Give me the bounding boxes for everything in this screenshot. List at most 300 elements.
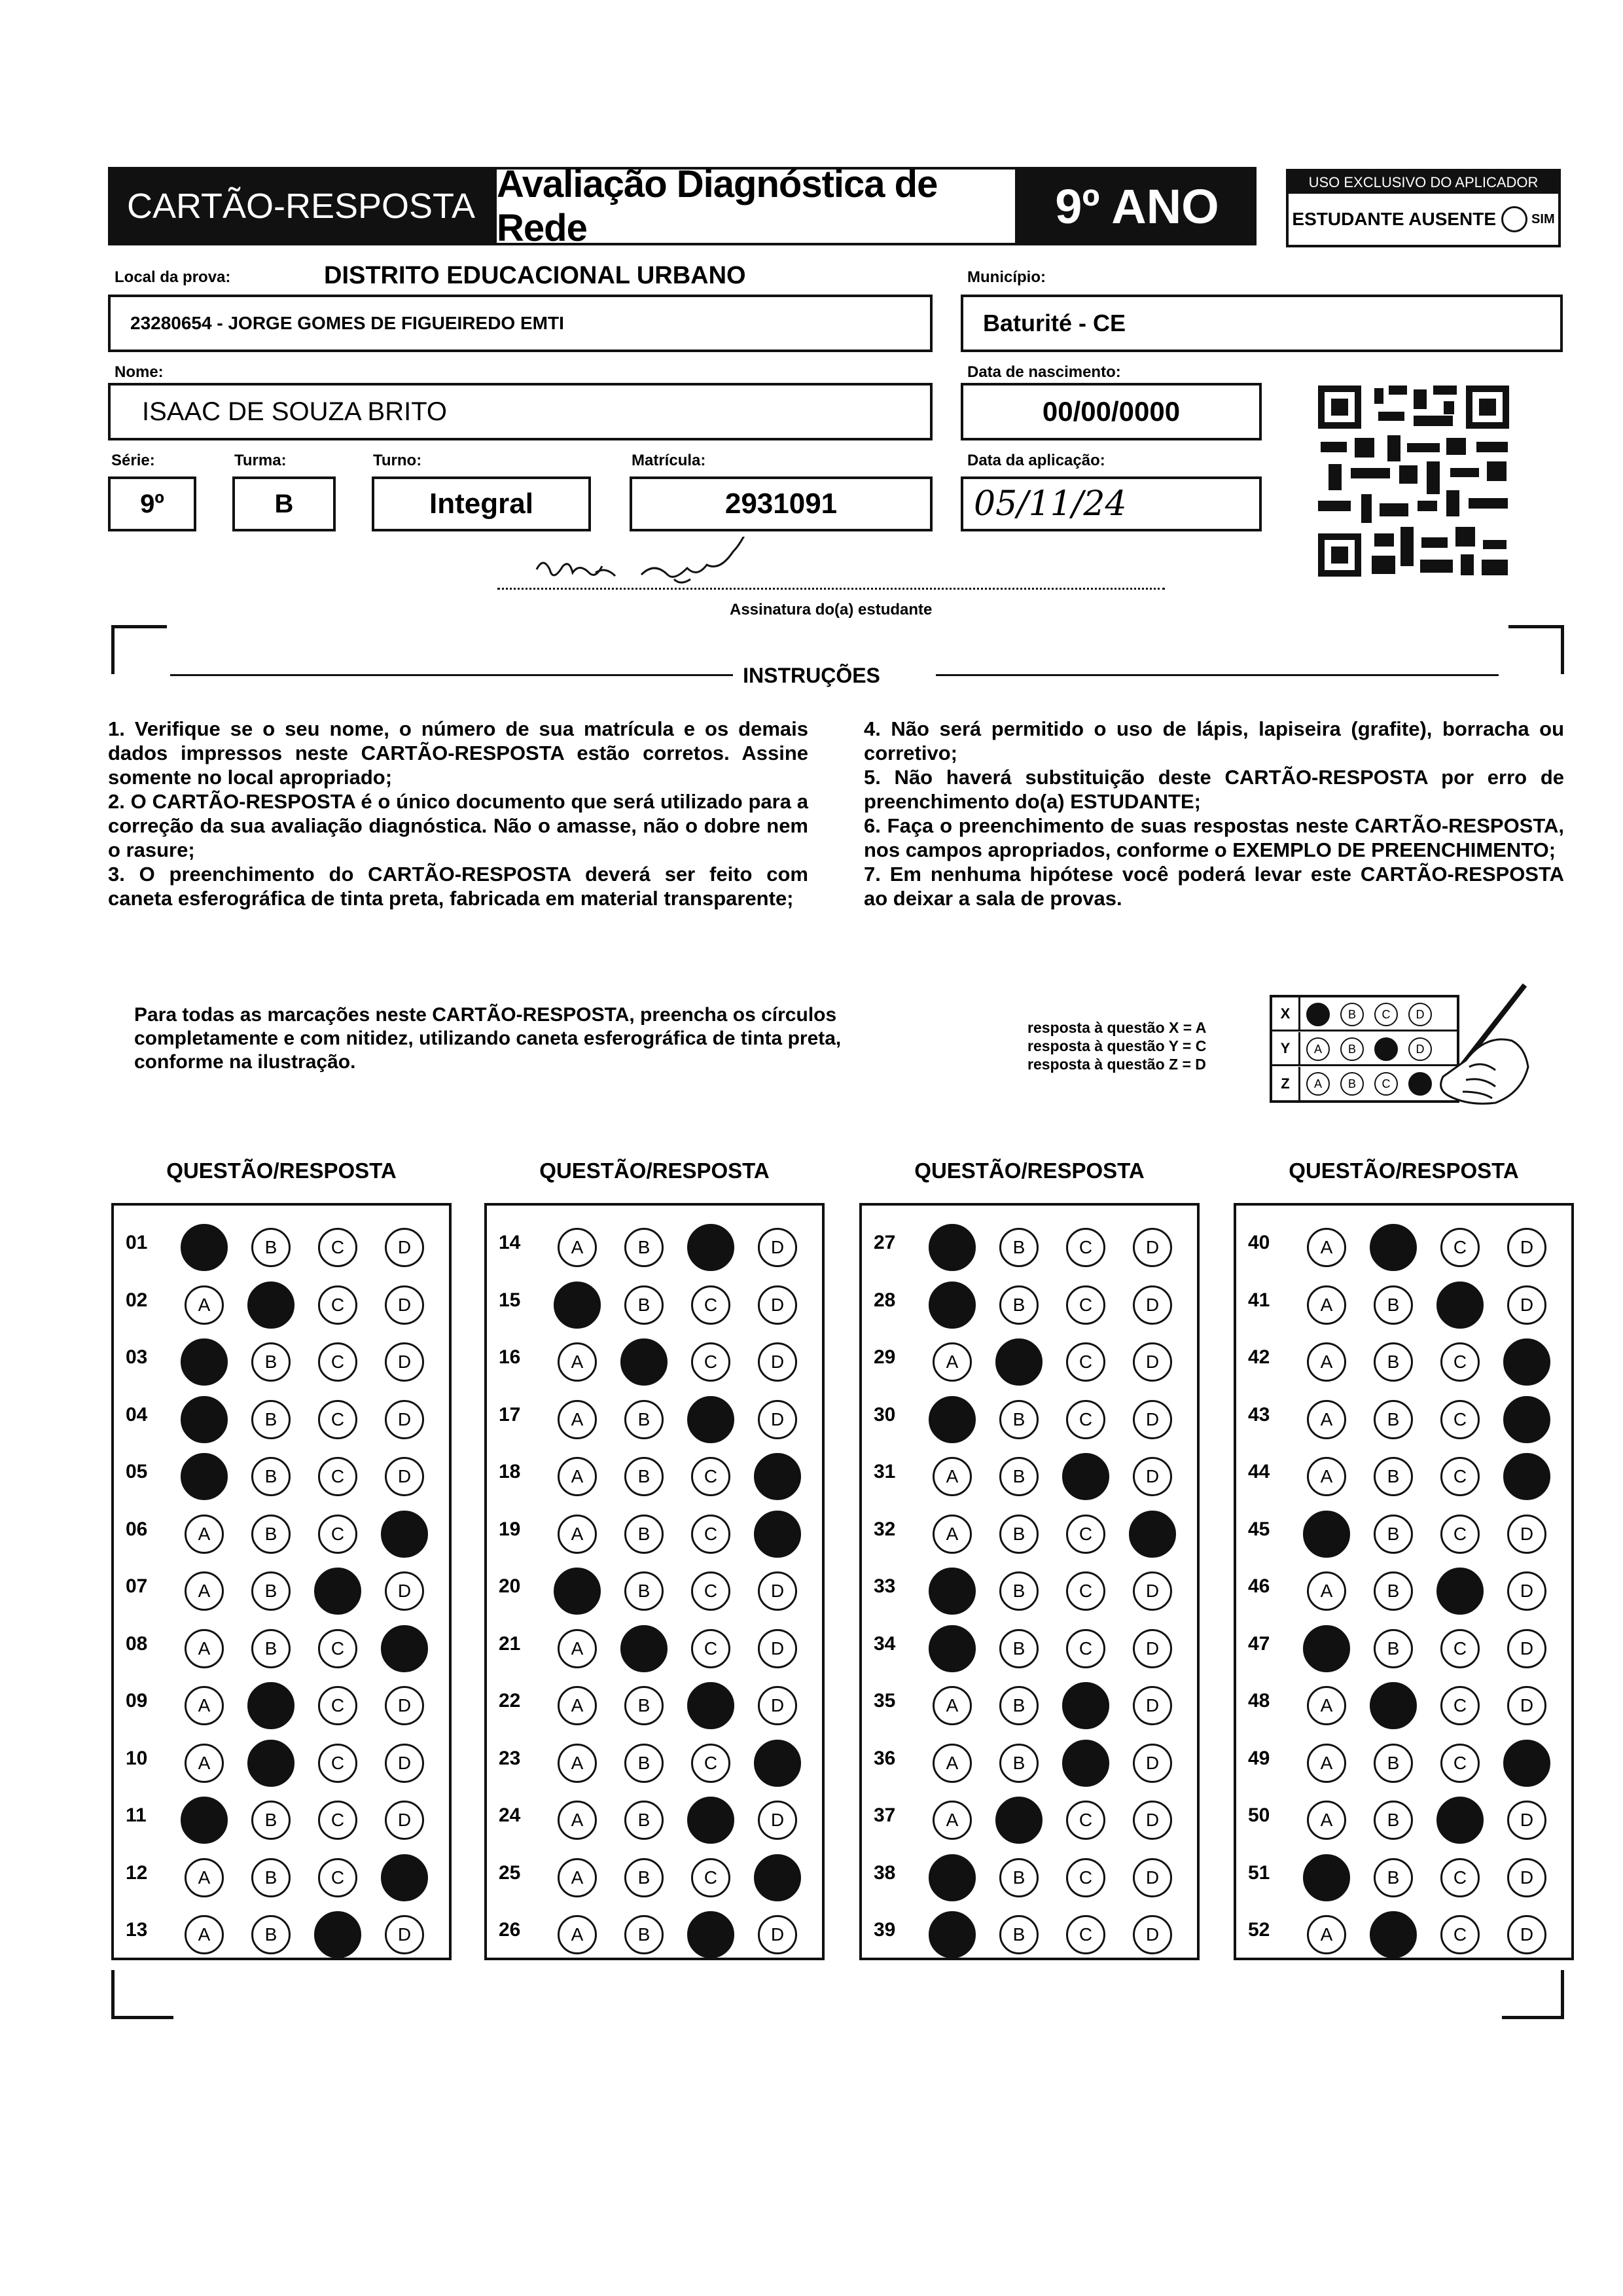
question-number: 04: [126, 1403, 148, 1426]
answer-bubble-d[interactable]: [754, 1854, 801, 1901]
answer-bubble-a[interactable]: [929, 1224, 976, 1271]
answer-bubble-b[interactable]: B: [1374, 1342, 1413, 1382]
answer-bubble-a[interactable]: A: [558, 1515, 597, 1554]
answer-bubble-c[interactable]: [687, 1682, 734, 1729]
answer-bubble-a[interactable]: A: [185, 1285, 224, 1325]
answer-bubble-b[interactable]: B: [624, 1915, 664, 1954]
answer-bubble-c[interactable]: C: [691, 1457, 730, 1496]
answer-bubble-c[interactable]: [314, 1911, 361, 1958]
answer-bubble-c[interactable]: C: [691, 1342, 730, 1382]
answer-bubble-b[interactable]: B: [624, 1686, 664, 1725]
answer-bubble-b[interactable]: B: [251, 1457, 291, 1496]
answer-bubble-a[interactable]: [181, 1338, 228, 1386]
question-number: 11: [126, 1804, 147, 1826]
answer-bubble-d[interactable]: D: [758, 1400, 797, 1439]
answer-bubble-b[interactable]: B: [999, 1400, 1039, 1439]
answer-bubble-a[interactable]: [929, 1854, 976, 1901]
example-option-c: [1374, 1037, 1398, 1061]
answer-bubble-c[interactable]: [314, 1568, 361, 1615]
answer-bubble-d[interactable]: D: [1133, 1801, 1172, 1840]
question-number: 41: [1248, 1289, 1270, 1311]
answer-bubble-d[interactable]: D: [1133, 1400, 1172, 1439]
answer-bubble-c[interactable]: C: [691, 1629, 730, 1668]
question-row: [1236, 1790, 1571, 1842]
answer-bubble-a[interactable]: [929, 1911, 976, 1958]
answer-bubble-a[interactable]: A: [558, 1744, 597, 1783]
answer-bubble-c[interactable]: C: [318, 1686, 357, 1725]
answer-column-title: QUESTÃO/RESPOSTA: [166, 1158, 397, 1183]
hand-pen-icon: [1420, 982, 1531, 1106]
instructions-title: INSTRUÇÕES: [743, 664, 880, 687]
answer-bubble-c[interactable]: [687, 1224, 734, 1271]
answer-bubble-a[interactable]: A: [1307, 1228, 1346, 1267]
answer-bubble-d[interactable]: D: [758, 1915, 797, 1954]
answer-bubble-d[interactable]: D: [758, 1686, 797, 1725]
question-number: 47: [1248, 1632, 1270, 1655]
answer-bubble-b[interactable]: B: [251, 1571, 291, 1611]
answer-bubble-a[interactable]: [1303, 1625, 1350, 1672]
answer-bubble-b[interactable]: B: [999, 1285, 1039, 1325]
question-row: [487, 1217, 822, 1270]
answer-bubble-b[interactable]: B: [624, 1801, 664, 1840]
answer-bubble-b[interactable]: B: [999, 1686, 1039, 1725]
answer-bubble-d[interactable]: [754, 1740, 801, 1787]
answer-bubble-a[interactable]: A: [185, 1915, 224, 1954]
answer-bubble-b[interactable]: B: [251, 1629, 291, 1668]
question-number: 09: [126, 1690, 148, 1712]
answer-bubble-d[interactable]: [1503, 1338, 1550, 1386]
question-row: [487, 1561, 822, 1613]
answer-bubble-b[interactable]: B: [1374, 1744, 1413, 1783]
answer-bubble-d[interactable]: D: [758, 1629, 797, 1668]
answer-bubble-b[interactable]: B: [999, 1629, 1039, 1668]
answer-bubble-c[interactable]: C: [691, 1858, 730, 1897]
answer-bubble-c[interactable]: C: [1440, 1629, 1480, 1668]
answer-bubble-b[interactable]: B: [251, 1228, 291, 1267]
answer-bubble-a[interactable]: A: [185, 1744, 224, 1783]
answer-bubble-b[interactable]: B: [624, 1228, 664, 1267]
instruction-item: 3. O preenchimento do CARTÃO-RESPOSTA deverá ser feito com caneta esferográfica de tinta preta, fabricada em material transparente;: [108, 863, 808, 910]
absent-checkbox[interactable]: [1501, 206, 1527, 232]
answer-bubble-d[interactable]: D: [758, 1228, 797, 1267]
answer-bubble-a[interactable]: A: [1307, 1744, 1346, 1783]
answer-bubble-c[interactable]: C: [1066, 1858, 1105, 1897]
answer-bubble-b[interactable]: B: [1374, 1400, 1413, 1439]
answer-bubble-d[interactable]: D: [1133, 1915, 1172, 1954]
question-row: [114, 1848, 449, 1900]
answer-bubble-d[interactable]: D: [758, 1801, 797, 1840]
answer-bubble-a[interactable]: [929, 1282, 976, 1329]
answer-bubble-b[interactable]: B: [624, 1285, 664, 1325]
answer-bubble-d[interactable]: D: [385, 1342, 424, 1382]
answer-bubble-b[interactable]: B: [999, 1915, 1039, 1954]
question-number: 37: [874, 1804, 896, 1826]
answer-bubble-d[interactable]: [1129, 1511, 1176, 1558]
answer-bubble-b[interactable]: B: [1374, 1571, 1413, 1611]
answer-bubble-c[interactable]: C: [1066, 1285, 1105, 1325]
question-row: [862, 1619, 1197, 1671]
answer-bubble-a[interactable]: [181, 1396, 228, 1443]
answer-bubble-d[interactable]: D: [385, 1228, 424, 1267]
answer-bubble-d[interactable]: D: [385, 1686, 424, 1725]
answer-bubble-a[interactable]: A: [933, 1686, 972, 1725]
question-number: 01: [126, 1232, 148, 1253]
answer-bubble-c[interactable]: [687, 1396, 734, 1443]
question-row: [487, 1446, 822, 1499]
answer-bubble-d[interactable]: D: [1133, 1571, 1172, 1611]
question-number: 52: [1248, 1919, 1270, 1941]
answer-column-title: QUESTÃO/RESPOSTA: [1289, 1158, 1519, 1183]
question-number: 03: [126, 1346, 148, 1368]
answer-bubble-c[interactable]: C: [1066, 1515, 1105, 1554]
answer-bubble-a[interactable]: [181, 1224, 228, 1271]
turno-field: Integral: [372, 476, 591, 531]
question-row: [487, 1676, 822, 1728]
answer-bubble-d[interactable]: D: [1507, 1858, 1546, 1897]
example-row-letter: Z: [1272, 1067, 1300, 1101]
answer-bubble-c[interactable]: C: [318, 1457, 357, 1496]
answer-bubble-b[interactable]: [1370, 1911, 1417, 1958]
question-number: 06: [126, 1518, 148, 1540]
answer-column: [1234, 1203, 1574, 1960]
answer-bubble-c[interactable]: C: [318, 1515, 357, 1554]
question-row: [114, 1446, 449, 1499]
answer-bubble-c[interactable]: C: [1440, 1457, 1480, 1496]
question-row: [1236, 1390, 1571, 1442]
answer-bubble-d[interactable]: D: [1133, 1285, 1172, 1325]
answer-bubble-c[interactable]: C: [1066, 1801, 1105, 1840]
answer-bubble-d[interactable]: D: [1133, 1629, 1172, 1668]
turma-label: Turma:: [234, 452, 287, 469]
nascimento-label: Data de nascimento:: [967, 363, 1121, 381]
answer-bubble-d[interactable]: D: [1133, 1342, 1172, 1382]
answer-bubble-a[interactable]: A: [558, 1629, 597, 1668]
answer-bubble-a[interactable]: [1303, 1854, 1350, 1901]
answer-bubble-d[interactable]: [754, 1453, 801, 1500]
answer-bubble-a[interactable]: A: [558, 1228, 597, 1267]
answer-bubble-a[interactable]: A: [933, 1515, 972, 1554]
question-row: [1236, 1561, 1571, 1613]
answer-bubble-b[interactable]: B: [624, 1400, 664, 1439]
answer-bubble-d[interactable]: [1503, 1396, 1550, 1443]
answer-bubble-b[interactable]: B: [999, 1744, 1039, 1783]
example-option-b: B: [1340, 1072, 1364, 1096]
instruction-item: 4. Não será permitido o uso de lápis, lapiseira (grafite), borracha ou corretivo;: [864, 717, 1564, 764]
instructions-left: [108, 717, 808, 910]
answer-bubble-a[interactable]: A: [1307, 1571, 1346, 1611]
answer-bubble-a[interactable]: [929, 1396, 976, 1443]
answer-bubble-a[interactable]: A: [185, 1571, 224, 1611]
question-row: [862, 1905, 1197, 1957]
answer-bubble-b[interactable]: [1370, 1682, 1417, 1729]
answer-bubble-b[interactable]: B: [999, 1228, 1039, 1267]
answer-bubble-a[interactable]: A: [558, 1686, 597, 1725]
instruction-item: 6. Faça o preenchimento de suas respostas neste CARTÃO-RESPOSTA, nos campos apropriados, conforme o EXEMPLO DE PREENCHIMENTO;: [864, 814, 1564, 861]
answer-bubble-c[interactable]: C: [1066, 1915, 1105, 1954]
answer-bubble-d[interactable]: [381, 1854, 428, 1901]
example-option-d: D: [1408, 1037, 1432, 1061]
example-legend-item: resposta à questão Z = D: [1027, 1056, 1206, 1073]
answer-bubble-d[interactable]: D: [1133, 1457, 1172, 1496]
answer-bubble-a[interactable]: A: [558, 1342, 597, 1382]
answer-bubble-b[interactable]: B: [251, 1400, 291, 1439]
answer-bubble-d[interactable]: D: [758, 1285, 797, 1325]
answer-bubble-c[interactable]: C: [1440, 1915, 1480, 1954]
answer-bubble-a[interactable]: A: [1307, 1400, 1346, 1439]
answer-bubble-a[interactable]: [929, 1625, 976, 1672]
answer-bubble-d[interactable]: [1503, 1453, 1550, 1500]
answer-bubble-d[interactable]: D: [758, 1571, 797, 1611]
answer-bubble-c[interactable]: [1062, 1682, 1109, 1729]
instructions-right: [864, 717, 1564, 910]
answer-column: [859, 1203, 1200, 1960]
question-row: [1236, 1446, 1571, 1499]
signature-label: Assinatura do(a) estudante: [730, 601, 933, 619]
answer-bubble-b[interactable]: B: [624, 1515, 664, 1554]
answer-bubble-d[interactable]: D: [1507, 1629, 1546, 1668]
answer-bubble-b[interactable]: B: [624, 1571, 664, 1611]
question-row: [1236, 1905, 1571, 1957]
instruction-item: 1. Verifique se o seu nome, o número de sua matrícula e os demais dados impressos neste CARTÃO-RESPOSTA estão corretos. Assine somente no local apropriado;: [108, 717, 808, 789]
answer-bubble-d[interactable]: [1503, 1740, 1550, 1787]
example-row-letter: X: [1272, 997, 1300, 1030]
answer-bubble-b[interactable]: B: [251, 1515, 291, 1554]
answer-bubble-b[interactable]: B: [624, 1744, 664, 1783]
answer-bubble-c[interactable]: [687, 1911, 734, 1958]
example-option-c: C: [1374, 1072, 1398, 1096]
answer-bubble-d[interactable]: D: [1133, 1228, 1172, 1267]
question-number: 21: [499, 1632, 521, 1655]
answer-bubble-a[interactable]: A: [558, 1457, 597, 1496]
answer-bubble-c[interactable]: C: [691, 1571, 730, 1611]
answer-bubble-b[interactable]: [247, 1740, 294, 1787]
answer-bubble-b[interactable]: B: [251, 1342, 291, 1382]
question-number: 45: [1248, 1518, 1270, 1540]
signature-graphic: [497, 537, 877, 596]
question-row: [1236, 1504, 1571, 1556]
answer-bubble-d[interactable]: D: [1507, 1801, 1546, 1840]
answer-bubble-d[interactable]: D: [385, 1457, 424, 1496]
question-row: [862, 1446, 1197, 1499]
aplicacao-label: Data da aplicação:: [967, 452, 1105, 469]
answer-bubble-b[interactable]: B: [1374, 1629, 1413, 1668]
answer-bubble-b[interactable]: B: [1374, 1858, 1413, 1897]
answer-bubble-a[interactable]: A: [1307, 1285, 1346, 1325]
answer-bubble-c[interactable]: C: [1440, 1515, 1480, 1554]
example-row-letter: Y: [1272, 1032, 1300, 1064]
answer-bubble-b[interactable]: [1370, 1224, 1417, 1271]
applicator-label: USO EXCLUSIVO DO APLICADOR: [1289, 171, 1558, 194]
matricula-field: 2931091: [630, 476, 933, 531]
answer-bubble-b[interactable]: [620, 1625, 668, 1672]
answer-bubble-c[interactable]: C: [318, 1285, 357, 1325]
question-number: 28: [874, 1289, 896, 1311]
question-row: [862, 1504, 1197, 1556]
question-row: [114, 1733, 449, 1785]
answer-bubble-d[interactable]: D: [1507, 1915, 1546, 1954]
question-number: 14: [499, 1232, 521, 1253]
answer-bubble-c[interactable]: C: [318, 1801, 357, 1840]
answer-bubble-a[interactable]: A: [185, 1686, 224, 1725]
answer-bubble-c[interactable]: C: [691, 1285, 730, 1325]
example-option-a: [1306, 1003, 1330, 1026]
answer-bubble-a[interactable]: A: [1307, 1801, 1346, 1840]
question-number: 51: [1248, 1861, 1270, 1884]
answer-bubble-a[interactable]: A: [933, 1457, 972, 1496]
exam-title: Avaliação Diagnóstica de Rede: [494, 167, 1018, 245]
answer-bubble-c[interactable]: C: [318, 1400, 357, 1439]
answer-bubble-d[interactable]: D: [385, 1915, 424, 1954]
answer-bubble-c[interactable]: [1436, 1568, 1484, 1615]
answer-bubble-b[interactable]: B: [1374, 1515, 1413, 1554]
question-row: [487, 1733, 822, 1785]
answer-bubble-a[interactable]: [929, 1568, 976, 1615]
question-row: [114, 1905, 449, 1957]
answer-bubble-a[interactable]: [1303, 1511, 1350, 1558]
answer-bubble-c[interactable]: C: [318, 1858, 357, 1897]
answer-bubble-b[interactable]: [247, 1682, 294, 1729]
answer-bubble-b[interactable]: B: [1374, 1801, 1413, 1840]
answer-bubble-d[interactable]: D: [385, 1285, 424, 1325]
answer-bubble-a[interactable]: A: [185, 1629, 224, 1668]
answer-bubble-d[interactable]: D: [1507, 1515, 1546, 1554]
answer-bubble-d[interactable]: D: [1507, 1228, 1546, 1267]
answer-bubble-c[interactable]: C: [691, 1744, 730, 1783]
answer-bubble-a[interactable]: A: [185, 1515, 224, 1554]
answer-bubble-d[interactable]: [381, 1511, 428, 1558]
answer-bubble-a[interactable]: A: [558, 1858, 597, 1897]
example-legend: [1027, 1018, 1206, 1073]
answer-bubble-d[interactable]: D: [1133, 1858, 1172, 1897]
answer-bubble-c[interactable]: C: [318, 1744, 357, 1783]
answer-bubble-c[interactable]: C: [318, 1629, 357, 1668]
answer-bubble-a[interactable]: A: [933, 1342, 972, 1382]
example-option-a: A: [1306, 1072, 1330, 1096]
answer-bubble-c[interactable]: [1436, 1282, 1484, 1329]
question-number: 35: [874, 1690, 896, 1712]
answer-bubble-a[interactable]: A: [558, 1801, 597, 1840]
answer-bubble-a[interactable]: A: [185, 1858, 224, 1897]
example-option-b: B: [1340, 1037, 1364, 1061]
answer-bubble-a[interactable]: A: [1307, 1457, 1346, 1496]
answer-bubble-d[interactable]: [381, 1625, 428, 1672]
answer-bubble-b[interactable]: B: [999, 1457, 1039, 1496]
answer-bubble-b[interactable]: [995, 1797, 1043, 1844]
answer-bubble-c[interactable]: [1062, 1740, 1109, 1787]
answer-bubble-d[interactable]: D: [1507, 1571, 1546, 1611]
answer-bubble-b[interactable]: B: [624, 1858, 664, 1897]
question-number: 12: [126, 1861, 148, 1884]
answer-bubble-a[interactable]: A: [558, 1915, 597, 1954]
answer-bubble-b[interactable]: [620, 1338, 668, 1386]
answer-bubble-c[interactable]: C: [1440, 1228, 1480, 1267]
question-number: 19: [499, 1518, 521, 1540]
turno-label: Turno:: [373, 452, 422, 469]
question-row: [114, 1790, 449, 1842]
answer-bubble-b[interactable]: B: [251, 1915, 291, 1954]
answer-bubble-c[interactable]: [1062, 1453, 1109, 1500]
header-bar: [108, 163, 1257, 249]
question-number: 38: [874, 1861, 896, 1884]
answer-bubble-c[interactable]: C: [1066, 1342, 1105, 1382]
answer-bubble-c[interactable]: C: [1066, 1571, 1105, 1611]
question-row: [114, 1504, 449, 1556]
answer-bubble-a[interactable]: A: [933, 1801, 972, 1840]
qr-code: [1315, 383, 1512, 579]
question-number: 39: [874, 1919, 896, 1941]
question-number: 30: [874, 1403, 896, 1426]
answer-column-title: QUESTÃO/RESPOSTA: [539, 1158, 770, 1183]
answer-bubble-a[interactable]: [181, 1797, 228, 1844]
answer-bubble-d[interactable]: D: [385, 1571, 424, 1611]
answer-bubble-d[interactable]: D: [1507, 1686, 1546, 1725]
answer-bubble-d[interactable]: D: [385, 1400, 424, 1439]
answer-bubble-c[interactable]: [687, 1797, 734, 1844]
answer-bubble-a[interactable]: A: [1307, 1915, 1346, 1954]
answer-bubble-c[interactable]: [1436, 1797, 1484, 1844]
answer-bubble-b[interactable]: B: [999, 1858, 1039, 1897]
answer-bubble-c[interactable]: C: [1440, 1686, 1480, 1725]
answer-bubble-b[interactable]: B: [251, 1858, 291, 1897]
answer-bubble-d[interactable]: D: [758, 1342, 797, 1382]
answer-bubble-d[interactable]: D: [1133, 1686, 1172, 1725]
answer-bubble-a[interactable]: A: [1307, 1686, 1346, 1725]
answer-bubble-b[interactable]: B: [999, 1571, 1039, 1611]
local-label: Local da prova:: [115, 268, 231, 286]
answer-bubble-c[interactable]: C: [1066, 1629, 1105, 1668]
question-number: 18: [499, 1461, 521, 1482]
answer-bubble-b[interactable]: [247, 1282, 294, 1329]
question-row: [1236, 1733, 1571, 1785]
answer-bubble-b[interactable]: B: [1374, 1285, 1413, 1325]
answer-bubble-a[interactable]: A: [558, 1400, 597, 1439]
answer-bubble-c[interactable]: C: [691, 1515, 730, 1554]
question-row: [1236, 1676, 1571, 1728]
answer-bubble-d[interactable]: D: [1507, 1285, 1546, 1325]
answer-bubble-a[interactable]: A: [1307, 1342, 1346, 1382]
answer-bubble-a[interactable]: [181, 1453, 228, 1500]
answer-bubble-b[interactable]: [995, 1338, 1043, 1386]
answer-bubble-d[interactable]: D: [1133, 1744, 1172, 1783]
answer-bubble-c[interactable]: C: [1066, 1400, 1105, 1439]
answer-bubble-a[interactable]: [554, 1568, 601, 1615]
answer-bubble-b[interactable]: B: [624, 1457, 664, 1496]
question-row: [114, 1561, 449, 1613]
question-number: 22: [499, 1690, 521, 1712]
answer-bubble-d[interactable]: [754, 1511, 801, 1558]
example-option-c: C: [1374, 1003, 1398, 1026]
corner-mark-bl: [111, 1970, 173, 2019]
answer-bubble-a[interactable]: [554, 1282, 601, 1329]
question-number: 32: [874, 1518, 896, 1540]
answer-bubble-c[interactable]: C: [1440, 1858, 1480, 1897]
answer-bubble-c[interactable]: C: [1440, 1342, 1480, 1382]
answer-bubble-c[interactable]: C: [318, 1342, 357, 1382]
answer-bubble-d[interactable]: D: [385, 1801, 424, 1840]
answer-bubble-b[interactable]: B: [251, 1801, 291, 1840]
answer-bubble-d[interactable]: D: [385, 1744, 424, 1783]
answer-bubble-b[interactable]: B: [1374, 1457, 1413, 1496]
answer-bubble-c[interactable]: C: [1440, 1400, 1480, 1439]
example-text: Para todas as marcações neste CARTÃO-RESPOSTA, preencha os círculos completamente e com nitidez, utilizando caneta esferográfica de tinta preta, conforme na ilustração.: [134, 1004, 842, 1073]
answer-bubble-a[interactable]: A: [933, 1744, 972, 1783]
answer-bubble-c[interactable]: C: [1066, 1228, 1105, 1267]
answer-bubble-b[interactable]: B: [999, 1515, 1039, 1554]
answer-bubble-c[interactable]: C: [1440, 1744, 1480, 1783]
answer-bubble-c[interactable]: C: [318, 1228, 357, 1267]
municipio-field: Baturité - CE: [961, 295, 1563, 352]
question-row: [487, 1619, 822, 1671]
